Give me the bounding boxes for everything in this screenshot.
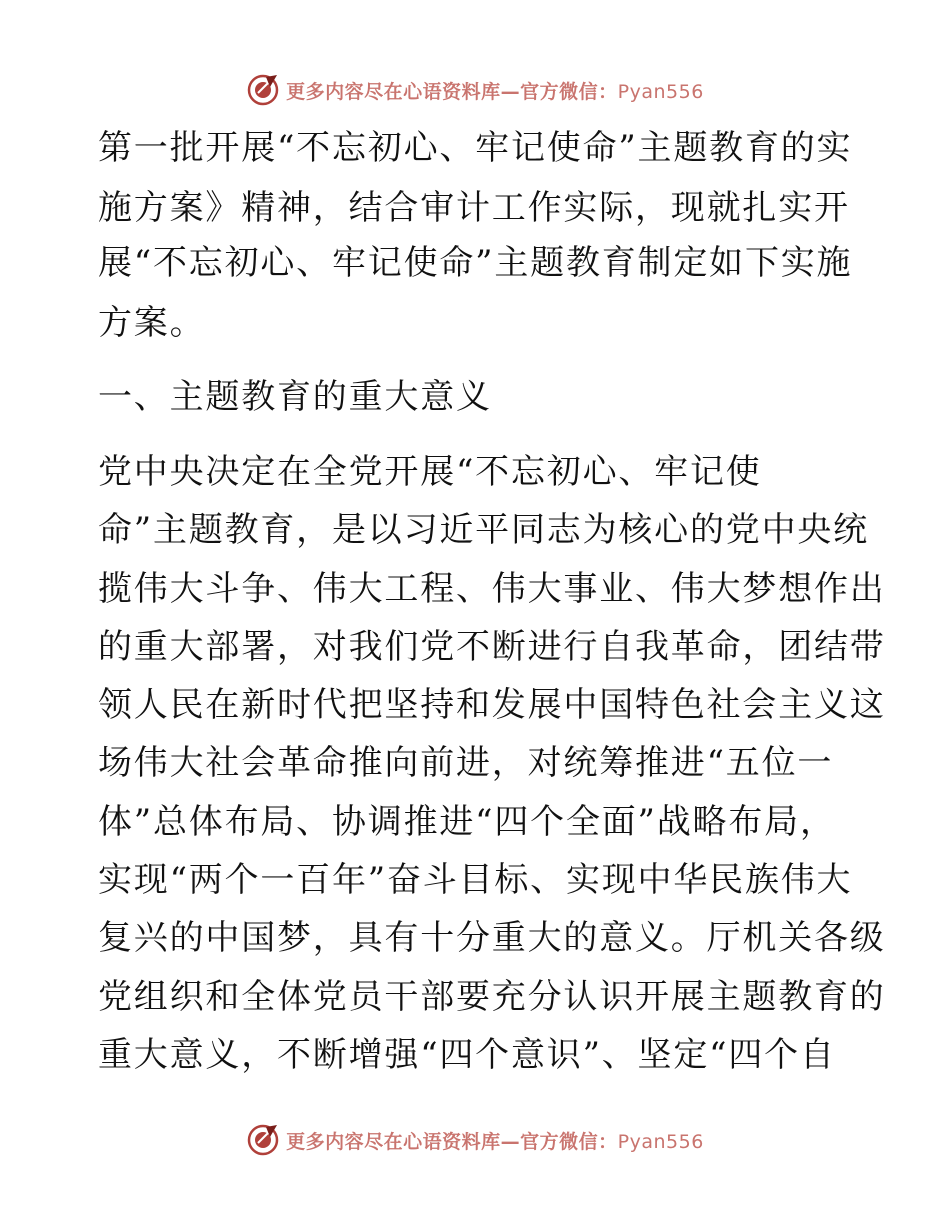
section-heading: 一、主题教育的重大意义 xyxy=(98,377,492,417)
body-line: 党组织和全体党员干部要充分认识开展主题教育的 xyxy=(98,977,886,1017)
body-line: 揽伟大斗争、伟大工程、伟大事业、伟大梦想作出 xyxy=(98,569,886,609)
body-line: 展“不忘初心、牢记使命”主题教育制定如下实施 xyxy=(98,243,853,283)
body-line: 的重大部署，对我们党不断进行自我革命，团结带 xyxy=(98,627,886,667)
body-line: 实现“两个一百年”奋斗目标、实现中华民族伟大 xyxy=(98,860,853,900)
body-line: 领人民在新时代把坚持和发展中国特色社会主义这 xyxy=(98,685,886,725)
header-watermark xyxy=(0,70,950,110)
body-line: 复兴的中国梦，具有十分重大的意义。厅机关各级 xyxy=(98,918,886,958)
body-line: 方案。 xyxy=(98,303,206,343)
body-line: 第一批开展“不忘初心、牢记使命”主题教育的实 xyxy=(98,128,853,168)
body-line: 体”总体布局、协调推进“四个全面”战略布局， xyxy=(98,802,836,842)
body-line: 党中央决定在全党开展“不忘初心、牢记使 xyxy=(98,452,762,492)
body-line: 重大意义，不断增强“四个意识”、坚定“四个自 xyxy=(98,1035,836,1075)
watermark-text: 更多内容尽在心语资料库—官方微信：Pyan556 xyxy=(286,1130,704,1153)
feather-seal-logo-icon xyxy=(246,1123,280,1157)
watermark-text: 更多内容尽在心语资料库—官方微信：Pyan556 xyxy=(286,80,704,103)
body-line: 施方案》精神，结合审计工作实际，现就扎实开 xyxy=(98,188,850,228)
body-line: 场伟大社会革命推向前进，对统筹推进“五位一 xyxy=(98,743,834,783)
footer-watermark xyxy=(0,1120,950,1160)
feather-seal-logo-icon xyxy=(246,73,280,107)
body-line: 命”主题教育，是以习近平同志为核心的党中央统 xyxy=(98,510,869,550)
